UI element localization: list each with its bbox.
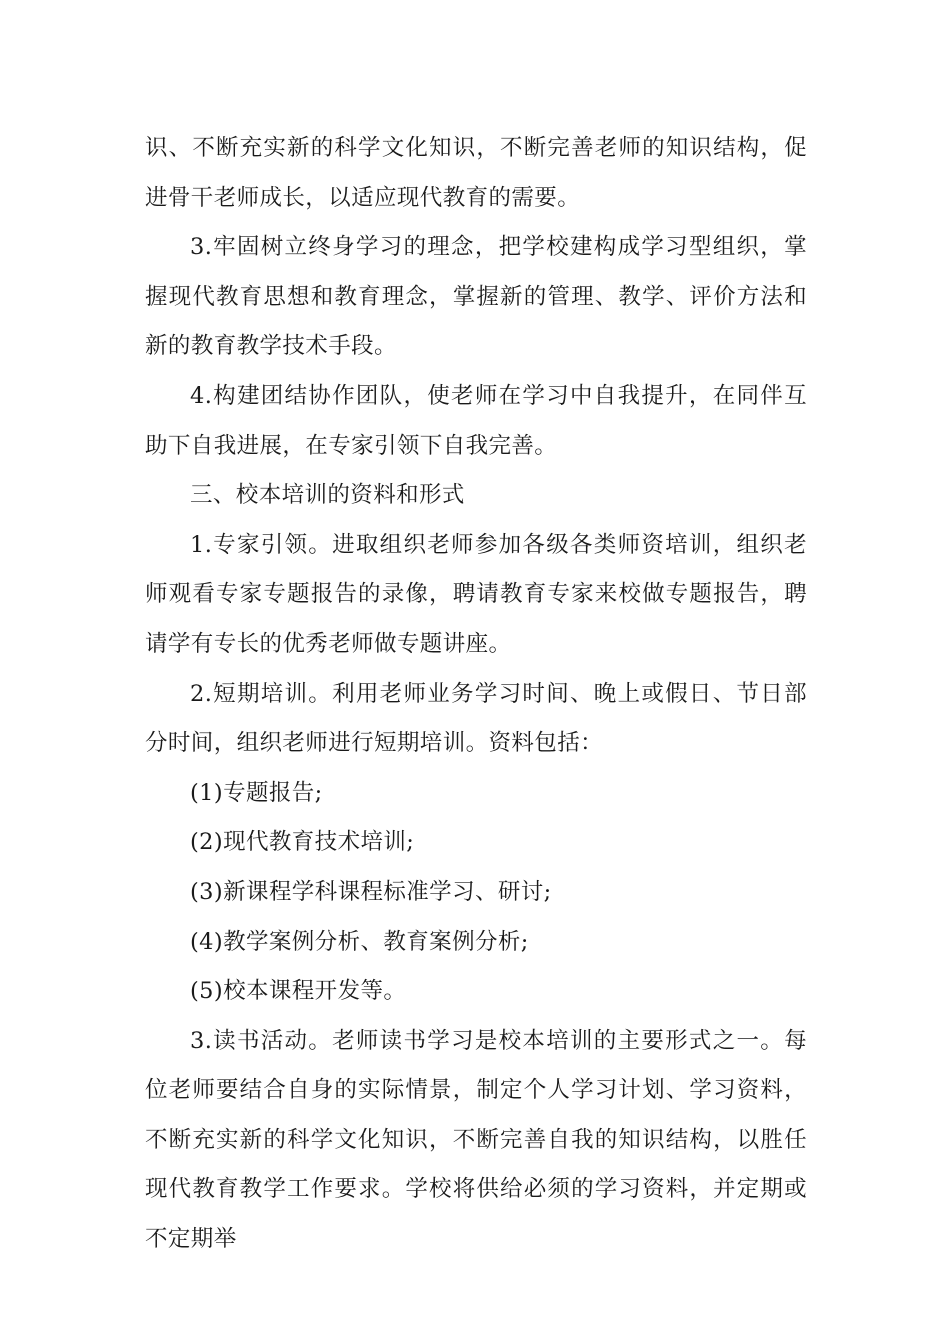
list-item-1: (1)专题报告; xyxy=(190,779,323,806)
paragraph-item-3-lifelong-learning: 3.牢固树立终身学习的理念，把学校建构成学习型组织，掌握现代教育思想和教育理念，掌握新的管理、教学、评价方法和新的教育教学技术手段。 xyxy=(145,234,807,360)
paragraph-short-training: 2.短期培训。利用老师业务学习时间、晚上或假日、节日部分时间，组织老师进行短期培训。资料包括： xyxy=(145,680,807,757)
list-item-5: (5)校本课程开发等。 xyxy=(190,978,407,1005)
list-item-4: (4)教学案例分析、教育案例分析; xyxy=(190,928,529,955)
list-item-3: (3)新课程学科课程标准学习、研讨; xyxy=(190,878,552,905)
document-page xyxy=(145,124,807,1265)
paragraph-reading-activity: 3.读书活动。老师读书学习是校本培训的主要形式之一。每位老师要结合自身的实际情景，制定个人学习计划、学习资料，不断充实新的科学文化知识，不断完善自我的知识结构，以胜任现代教育教学工作要求。学校将供给必须的学习资料，并定期或不定期举 xyxy=(145,1027,807,1253)
paragraph-expert-guidance: 1.专家引领。进取组织老师参加各级各类师资培训，组织老师观看专家专题报告的录像，聘请教育专家来校做专题报告，聘请学有专长的优秀老师做专题讲座。 xyxy=(145,531,807,657)
paragraph-item-4-team: 4.构建团结协作团队，使老师在学习中自我提升，在同伴互助下自我进展，在专家引领下自我完善。 xyxy=(145,382,807,459)
paragraph-continuation: 识、不断充实新的科学文化知识，不断完善老师的知识结构，促进骨干老师成长，以适应现代教育的需要。 xyxy=(145,135,807,211)
section-heading-3: 三、校本培训的资料和形式 xyxy=(190,482,465,509)
list-item-2: (2)现代教育技术培训; xyxy=(190,829,415,856)
